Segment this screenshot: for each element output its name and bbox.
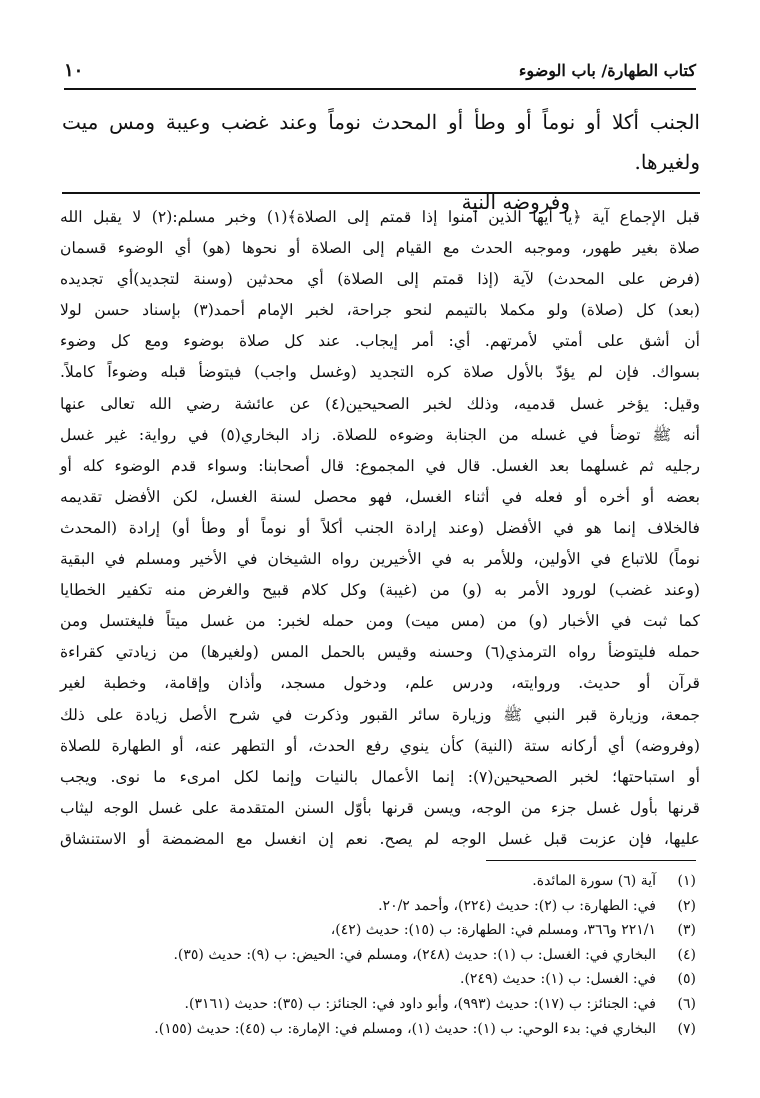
footnote-divider	[486, 860, 696, 861]
commentary-line: وقيل: يؤخر غسل قدميه، وذلك لخبر الصحيحين(٤) عن عائشة رضي الله تعالى عنها	[60, 394, 701, 413]
commentary-line: عليها، فإن عزبت قبل غسل الوجه لم يصح. نعم إن انغسل مع المضمضة أو الاستنشاق	[60, 829, 700, 848]
commentary-line: جمعة، وزيارة قبر النبي ﷺ وزيارة سائر القبور وذكرت في شرح الأصل زيادة على ذلك	[60, 705, 700, 724]
commentary-line: نوماً) للاتباع في الأولين، وللأمر به في الأخيرين رواه الشيخان في الأخير ومسلم في البقية	[60, 550, 700, 569]
footnote-number: (٣)	[677, 922, 696, 939]
footnote-number: (٢)	[677, 897, 696, 914]
commentary-line: بسواك. فإن لم يؤدّ بالأول صلاة كره التجديد (وغسل واجب) فيتوضأ قبله وضوءاً كاملاً.	[60, 363, 700, 382]
footnote	[64, 992, 696, 1017]
commentary-line: قبل الإجماع آية ﴿يا أيها الذين آمنوا إذا قمتم إلى الصلاة﴾(١) وخبر مسلم:(٢) لا يقبل الله	[60, 208, 700, 226]
footnote	[64, 869, 696, 894]
commentary-line: كما ثبت في الأخبار (و) من (مس ميت) ومن حمله لخبر: من غسل ميتاً فليغتسل ومن	[60, 612, 700, 631]
commentary-line: بعضه أو أخره أو فعله في أثناء الغسل، فهو محصل لسنة الغسل، لكن الأفضل تقديمه	[60, 487, 700, 506]
commentary-line: حمله فليتوضأ رواه الترمذي(٦) وحسنه وقيس بالحمل المس (ولغيرها) من زيادتي كقراءة	[60, 643, 700, 662]
footnote	[64, 943, 696, 968]
commentary-line: قرنها بأول غسل جزء من الوجه، ويسن قرنها بأوّل السنن المتقدمة على غسل الوجه ليثاب	[60, 798, 700, 817]
footnote-text: البخاري في: بدء الوحي: ب (١): حديث (١)، ومسلم في: الإمارة: ب (٤٥): حديث (١٥٥).	[154, 1020, 656, 1037]
footnote-number: (٧)	[677, 1020, 696, 1037]
footnote-text: ٢٢١/١ و٣٦٦، ومسلم في: الطهارة: ب (١٥): حديث (٤٢)،	[330, 922, 656, 939]
footnote	[64, 918, 696, 943]
footnote-text: آية (٦) سورة المائدة.	[532, 873, 656, 889]
page-header	[64, 52, 696, 90]
footnote	[64, 1017, 696, 1042]
page-number: ١٠	[64, 59, 84, 81]
commentary-line: فالخلاف إنما هو في الأفضل (وعند إرادة الجنب أكلاً أو نوماً أو وطأ أو) إرادة (المحدث	[60, 518, 700, 537]
matn-line: وفروضه النية	[461, 190, 570, 214]
commentary-line: قرآن أو حديث. وروايته، ودرس علم، ودخول مسجد، وأذان وإقامة، وخطبة لغير	[60, 674, 700, 693]
footnote-number: (٤)	[677, 946, 696, 963]
footnote-text: في: الطهارة: ب (٢): حديث (٢٢٤)، وأحمد ٢٠/٢.	[378, 897, 656, 914]
commentary-line: رجليه ثم غسلهما بعد الغسل. قال في المجموع: قال أصحابنا: وسواء قدم الوضوء كله أو	[60, 456, 700, 475]
footnote-number: (١)	[677, 873, 696, 889]
commentary-line: أنه ﷺ توضأ في غسله من الجنابة وضوءه للصلاة. زاد البخاري(٥) في رواية: غير غسل	[60, 425, 700, 444]
footnotes	[64, 869, 696, 1041]
commentary-line: أن أشق على أمتي لأمرتهم. أي: أمر إيجاب. عند كل صلاة بوضوء ومع كل وضوء	[60, 332, 700, 351]
running-title: كتاب الطهارة/ باب الوضوء	[518, 60, 696, 80]
commentary-line: (بعد) كل (صلاة) ولو مكملا بالتيمم لنحو جراحة، لخبر الإمام أحمد(٣) بإسناد حسن لولا	[60, 301, 700, 320]
matn-line: الجنب أكلا أو نوماً أو وطأ أو المحدث نوماً وعند غضب وعيبة ومس ميت ولغيرها.	[62, 110, 700, 174]
footnote-text: في: الجنائز: ب (١٧): حديث (٩٩٣)، وأبو داود في: الجنائز: ب (٣٥): حديث (٣١٦١).	[184, 995, 656, 1012]
commentary-line: (وعند غضب) لورود الأمر به (و) من (غيبة) وكل كلام قبيح والغرض منه تكفير الخطايا	[60, 581, 700, 600]
commentary-line: (فرض على المحدث) لآية (إذا قمتم إلى الصلاة) أي محدثين (وسنة لتجديد)أي تجديده	[60, 270, 700, 289]
footnote	[64, 894, 696, 919]
section-divider	[62, 192, 700, 194]
footnote-number: (٦)	[677, 995, 696, 1012]
commentary-text	[60, 202, 700, 855]
footnote-number: (٥)	[677, 971, 696, 988]
footnote	[64, 967, 696, 992]
commentary-line: صلاة بغير طهور، وموجبه الحدث مع القيام إلى الصلاة أو نحوها (هو) أي الوضوء قسمان	[60, 239, 700, 258]
footnote-text: البخاري في: الغسل: ب (١): حديث (٢٤٨)، ومسلم في: الحيض: ب (٩): حديث (٣٥).	[173, 946, 656, 963]
commentary-line: (وفروضه) أي أركانه ستة (النية) كأن ينوي رفع الحدث، أو التطهر عنه، أو الطهارة للصلاة	[60, 736, 700, 755]
commentary-line: أو استباحتها؛ لخبر الصحيحين(٧): إنما الأعمال بالنيات وإنما لكل امرىء ما نوى. ويجب	[60, 767, 701, 786]
footnote-text: في: الغسل: ب (١): حديث (٢٤٩).	[460, 971, 656, 988]
